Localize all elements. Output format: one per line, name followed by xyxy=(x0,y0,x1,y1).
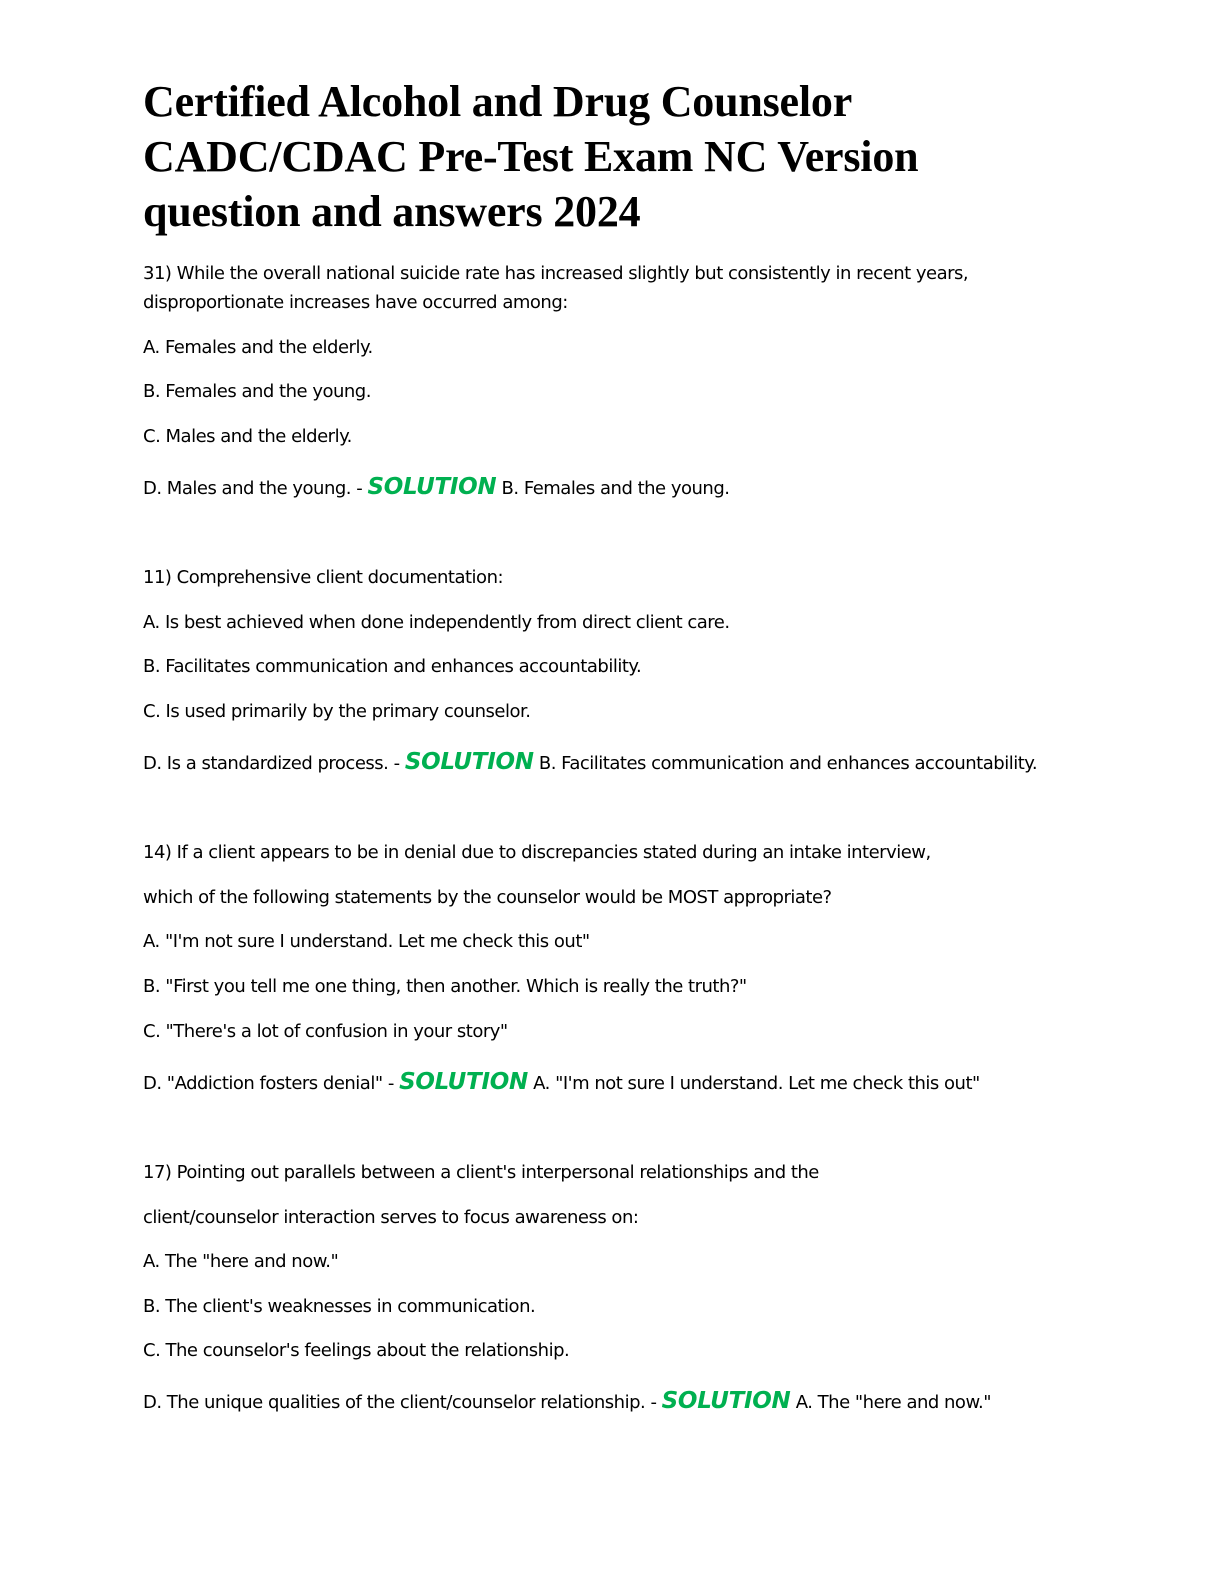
solution-label: SOLUTION xyxy=(661,1388,791,1414)
question-text: 31) While the overall national suicide rate has increased slightly but consistently in recent years, xyxy=(143,263,969,284)
answer-option: A. Is best achieved when done independently from direct client care. xyxy=(143,612,730,633)
solution-answer: B. Facilitates communication and enhances accountability. xyxy=(533,753,1038,774)
document-title xyxy=(143,74,1103,239)
answer-option: D. Males and the young. - xyxy=(143,478,368,499)
answer-option-with-solution xyxy=(143,475,730,501)
answer-option: D. Is a standardized process. - xyxy=(143,753,405,774)
answer-option: B. "First you tell me one thing, then another. Which is really the truth?" xyxy=(143,976,747,997)
title-line: Certified Alcohol and Drug Counselor xyxy=(143,77,853,126)
answer-option: C. The counselor's feelings about the relationship. xyxy=(143,1340,570,1361)
answer-option: C. Is used primarily by the primary counselor. xyxy=(143,701,531,722)
question-text: client/counselor interaction serves to focus awareness on: xyxy=(143,1207,639,1228)
answer-option: B. Facilitates communication and enhances accountability. xyxy=(143,656,642,677)
answer-option: B. The client's weaknesses in communication. xyxy=(143,1296,536,1317)
answer-option: D. "Addiction fosters denial" - xyxy=(143,1073,400,1094)
title-line: question and answers 2024 xyxy=(143,187,641,236)
solution-answer: A. The "here and now." xyxy=(790,1392,992,1413)
question-text: which of the following statements by the counselor would be MOST appropriate? xyxy=(143,887,832,908)
answer-option-with-solution xyxy=(143,1389,991,1415)
solution-label: SOLUTION xyxy=(404,749,534,775)
answer-option: A. The "here and now." xyxy=(143,1251,339,1272)
solution-answer: B. Females and the young. xyxy=(496,478,730,499)
solution-label: SOLUTION xyxy=(367,474,497,500)
answer-option: C. "There's a lot of confusion in your story" xyxy=(143,1021,508,1042)
answer-option: C. Males and the elderly. xyxy=(143,426,352,447)
title-line: CADC/CDAC Pre-Test Exam NC Version xyxy=(143,132,919,181)
answer-option: B. Females and the young. xyxy=(143,381,371,402)
answer-option: A. "I'm not sure I understand. Let me check this out" xyxy=(143,931,590,952)
answer-option: D. The unique qualities of the client/counselor relationship. - xyxy=(143,1392,662,1413)
question-text: 11) Comprehensive client documentation: xyxy=(143,567,504,588)
question-text: 14) If a client appears to be in denial due to discrepancies stated during an intake interview, xyxy=(143,842,931,863)
question-text: 17) Pointing out parallels between a client's interpersonal relationships and the xyxy=(143,1162,819,1183)
question-text: disproportionate increases have occurred among: xyxy=(143,292,568,313)
solution-label: SOLUTION xyxy=(399,1069,528,1095)
answer-option: A. Females and the elderly. xyxy=(143,337,373,358)
solution-answer: A. "I'm not sure I understand. Let me check this out" xyxy=(527,1073,980,1094)
answer-option-with-solution xyxy=(143,750,1037,776)
answer-option-with-solution xyxy=(143,1070,980,1096)
